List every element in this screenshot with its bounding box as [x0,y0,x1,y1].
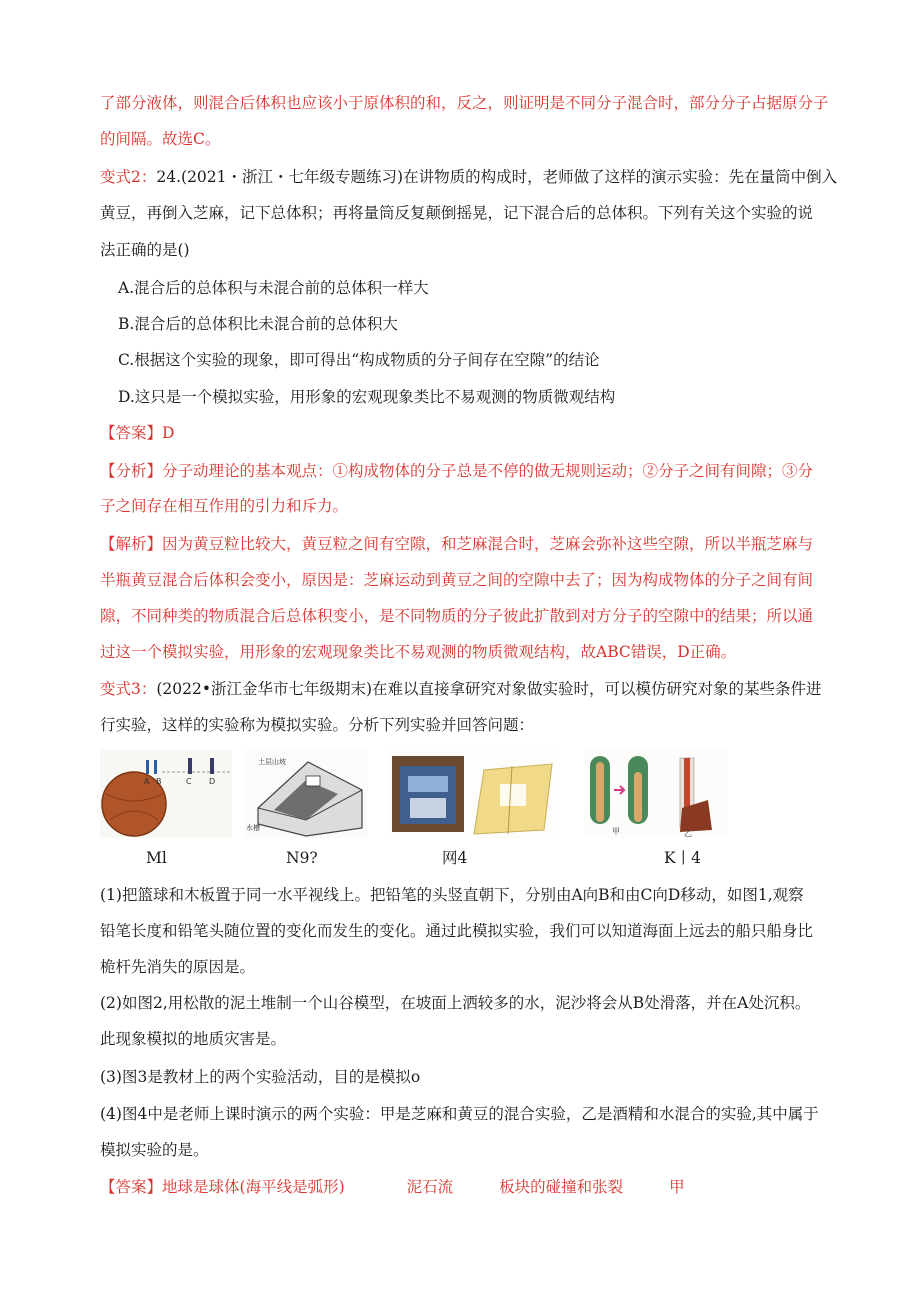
q2-line-3: 法正确的是() [100,241,190,259]
q3-label: 变式3： [100,680,157,698]
q2-line-1 [100,166,837,188]
figure-3-caption: 网4 [442,849,468,867]
q3-part3: (3)图3是教材上的两个实验活动，目的是模拟o [100,1068,421,1086]
q3-part1-line-2: 铅笔长度和铅笔头随位置的变化而发生的变化。通过此模拟实验，我们可以知道海面上远去的船只船身比 [100,922,814,940]
q3-answer-1: 地球是球体(海平线是弧形) [162,1178,345,1196]
q3-part4-line-1: (4)图4中是老师上课时演示的两个实验：甲是芝麻和黄豆的混合实验，乙是酒精和水混合的实验,其中属于 [100,1105,819,1123]
figure-2-valley-model [244,750,368,838]
q2-explain-1: 【解析】因为黄豆粒比较大，黄豆粒之间有空隙，和芝麻混合时，芝麻会弥补这些空隙，所以半瓶芝麻与 [100,535,814,553]
fig4-label-yi: 乙 [684,829,692,838]
q3-answer-line [100,1176,685,1198]
q3-part1-line-3: 桅杆先消失的原因是。 [100,958,256,976]
q3-answer-3: 板块的碰撞和张裂 [499,1178,624,1196]
q2-analysis-2: 子之间存在相互作用的引力和斥力。 [100,497,349,515]
fig1-label-a: A [144,777,150,786]
q2-option-a: A.混合后的总体积与未混合前的总体积一样大 [118,279,429,297]
intro-line-1: 了部分液体，则混合后体积也应该小于原体积的和，反之，则证明是不同分子混合时，部分分子占据原分子 [100,94,829,112]
q2-label: 变式2： [100,168,157,186]
fig4-label-jia: 甲 [612,827,620,836]
fig1-label-c: C [186,777,192,786]
q3-line-2: 行实验，这样的实验称为模拟实验。分析下列实验并回答问题： [100,716,535,734]
figure-2-caption: N9? [286,849,318,867]
q2-option-d: D.这只是一个模拟实验，用形象的宏观现象类比不易观测的物质微观结构 [118,388,616,406]
q3-part1-line-1: (1)把篮球和木板置于同一水平视线上。把铅笔的头竖直朝下，分别由A向B和由C向D移动，如图1,观察 [100,886,804,904]
q3-answer-2: 泥石流 [406,1178,454,1196]
q2-option-c: C.根据这个实验的现象，即可得出“构成物质的分子间存在空隙”的结论 [118,351,600,369]
q2-answer: 【答案】D [100,424,175,442]
figure-1-basketball-model [100,750,232,838]
q3-answer-4: 甲 [669,1178,685,1196]
fig1-label-d: D [209,777,216,786]
q3-answer-label: 【答案】 [100,1178,163,1196]
fig2-label-slope: 土层山坡 [258,758,286,766]
figure-4-caption: K丨4 [664,849,701,867]
q2-option-b: B.混合后的总体积比未混合前的总体积大 [118,315,398,333]
fig2-label-trough: 水槽 [246,824,260,832]
intro-line-2: 的间隔。故选C。 [100,130,221,148]
q3-part4-line-2: 模拟实验的是。 [100,1141,209,1159]
q3-part2-line-2: 此现象模拟的地质灾害是。 [100,1030,287,1048]
figure-3-plate-models [388,750,560,838]
q3-stem-1: (2022•浙江金华市七年级期末)在难以直接拿研究对象做实验时，可以模仿研究对象的某些条件进 [156,680,822,698]
figure-1-caption: Ml [146,849,167,867]
figure-4-mixing-experiments [584,750,728,838]
q2-explain-2: 半瓶黄豆混合后体积会变小，原因是：芝麻运动到黄豆之间的空隙中去了；因为构成物体的分子之间有间 [100,571,814,589]
q2-explain-3: 隙，不同种类的物质混合后总体积变小，是不同物质的分子彼此扩散到对方分子的空隙中的结果；所以通 [100,607,814,625]
q3-line-1 [100,678,822,700]
q2-line-2: 黄豆，再倒入芝麻，记下总体积；再将量筒反复颠倒摇晃，记下混合后的总体积。下列有关这个实验的说 [100,204,814,222]
q2-stem-1: 24.(2021・浙江・七年级专题练习)在讲物质的构成时，老师做了这样的演示实验：先在量筒中倒入 [156,168,838,186]
q2-explain-4: 过这一个模拟实验，用形象的宏观现象类比不易观测的物质微观结构，故ABC错误，D正确。 [100,643,737,661]
q3-part2-line-1: (2)如图2,用松散的泥土堆制一个山谷模型，在坡面上洒较多的水，泥沙将会从B处滑落，并在A处沉积。 [100,994,811,1012]
fig1-label-b: B [156,777,162,786]
q2-analysis-1: 【分析】分子动理论的基本观点：①构成物体的分子总是不停的做无规则运动；②分子之间有间隙；③分 [100,462,814,480]
